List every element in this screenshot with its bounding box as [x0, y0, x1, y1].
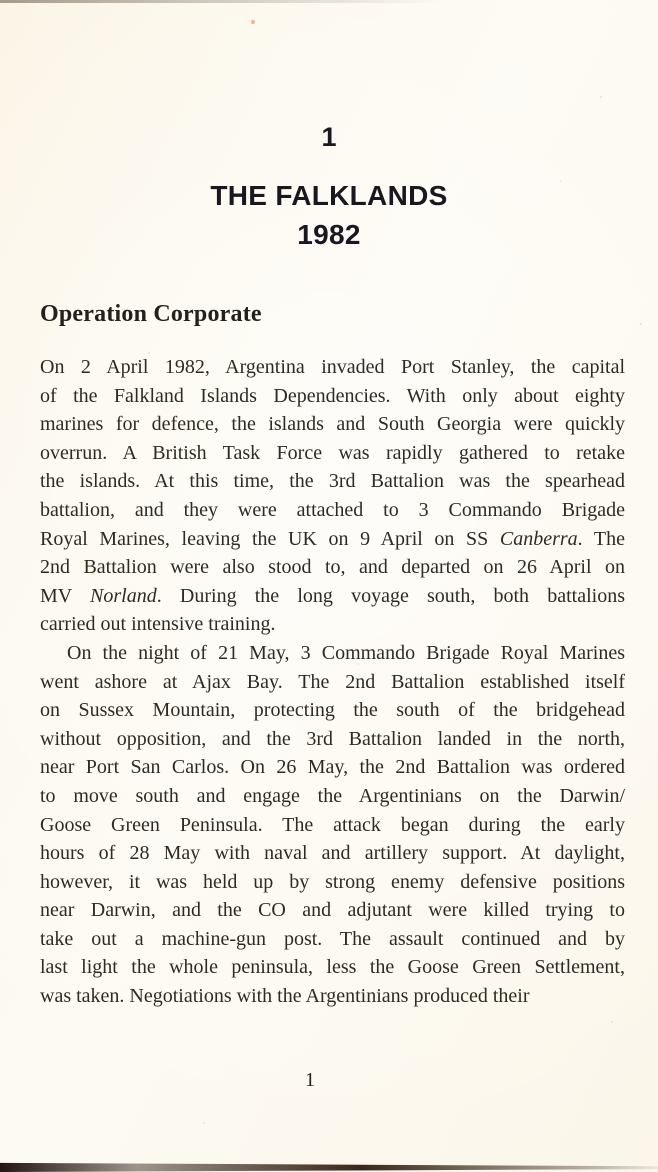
- text-line: on Sussex Mountain, protecting the south of the bridgehead: [40, 699, 625, 722]
- scan-edge-bottom: [0, 1160, 658, 1172]
- text-line: 2nd Battalion were also stood to, and departed on 26 April on: [40, 556, 625, 579]
- text-line: On the night of 21 May, 3 Commando Brigade Royal Marines: [67, 641, 625, 664]
- text-line: Goose Green Peninsula. The attack began during the early: [40, 813, 625, 836]
- text-line: near Port San Carlos. On 26 May, the 2nd Battalion was ordered: [40, 756, 625, 779]
- chapter-title-line1: THE FALKLANDS: [210, 180, 448, 211]
- paragraph: [40, 639, 625, 1011]
- text-line: of the Falkland Islands Dependencies. With only about eighty: [40, 384, 625, 407]
- ship-name-italic: Norland: [90, 584, 157, 607]
- page-number: 1: [305, 1069, 315, 1091]
- text-line: near Darwin, and the CO and adjutant were killed trying to: [40, 899, 625, 922]
- text-line: take out a machine-gun post. The assault continued and by: [40, 927, 625, 950]
- text-line: marines for defence, the islands and South Georgia were quickly: [40, 413, 625, 436]
- text-line: MV Norland. During the long voyage south, both battalions: [40, 584, 625, 607]
- text-line: without opposition, and the 3rd Battalion landed in the north,: [40, 727, 625, 750]
- text-line: to move south and engage the Argentinians on the Darwin/: [40, 784, 625, 807]
- paragraph: [40, 353, 625, 639]
- ship-name-italic: Canberra: [499, 527, 578, 550]
- text-line: hours of 28 May with naval and artillery support. At daylight,: [40, 842, 625, 865]
- chapter-title-line2: 1982: [297, 219, 361, 250]
- chapter-number: 1: [321, 122, 337, 152]
- text-line: battalion, and they were attached to 3 Commando Brigade: [40, 498, 625, 521]
- text-line: was taken. Negotiations with the Argentinians produced their: [40, 985, 530, 1008]
- text-line: Royal Marines, leaving the UK on 9 April on SS Canberra. The: [40, 527, 625, 550]
- chapter-title: [0, 176, 658, 254]
- text-line: went ashore at Ajax Bay. The 2nd Battalion established itself: [40, 670, 625, 693]
- paper-speckles: [0, 0, 2, 2]
- text-line: carried out intensive training.: [40, 613, 276, 636]
- text-line: overrun. A British Task Force was rapidly gathered to retake: [40, 441, 625, 464]
- text-line: On 2 April 1982, Argentina invaded Port Stanley, the capital: [40, 356, 625, 378]
- body-text: [40, 353, 625, 1011]
- text-line: last light the whole peninsula, less the Goose Green Settlement,: [40, 956, 625, 979]
- text-line: the islands. At this time, the 3rd Battalion was the spearhead: [40, 470, 625, 493]
- scan-edge-top: [0, 0, 445, 3]
- section-heading: Operation Corporate: [40, 301, 262, 327]
- text-line: however, it was held up by strong enemy defensive positions: [40, 870, 625, 893]
